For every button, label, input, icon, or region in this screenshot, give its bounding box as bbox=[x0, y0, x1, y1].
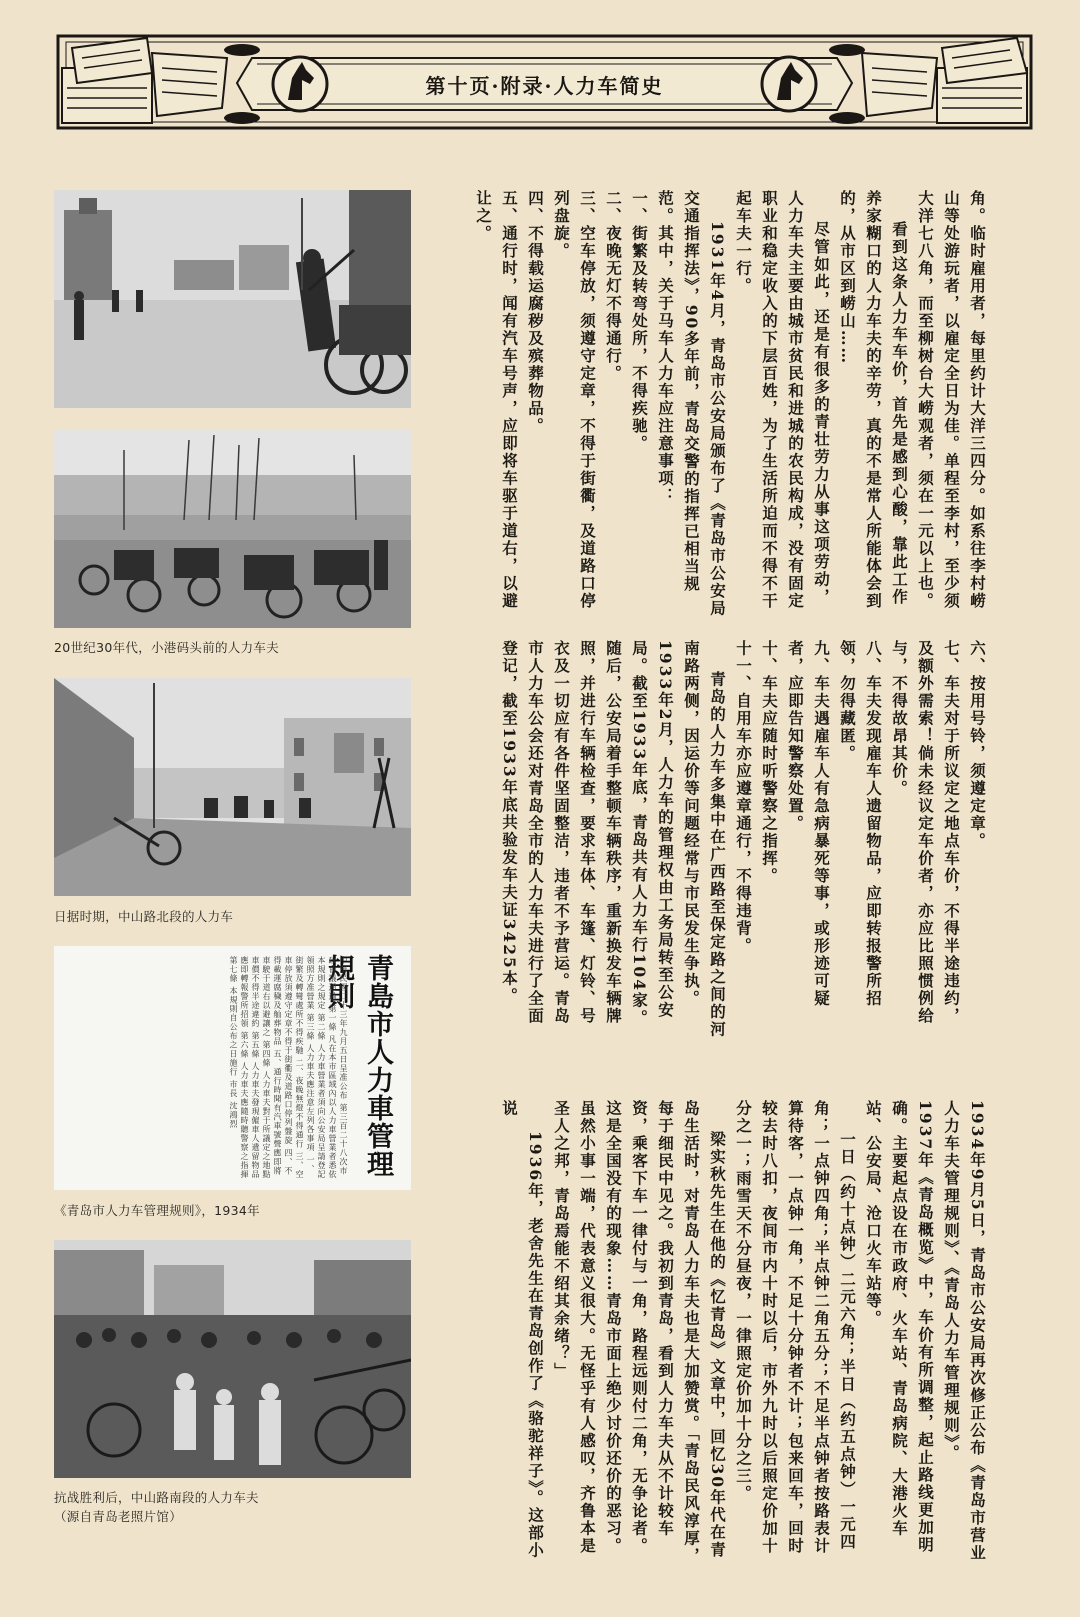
article-column-middle bbox=[440, 640, 990, 1040]
article-paragraph: 尽管如此，还是有很多的青壮劳力从事这项劳动，人力车夫主要由城市贫民和进城的农民构成，没有固定职业和稳定收入的下层百姓，为了生活所迫而不得不干起车夫一行。 bbox=[734, 190, 831, 610]
article-paragraph: 看到这条人力车车价，首先是感到心酸，靠此工作养家糊口的人力车夫的辛劳，真的不是常人所能体会到的，从市区到崂山…… bbox=[838, 190, 909, 610]
traffic-rule-item: 八、车夫发现雇车人遗留物品，应即转报警所招领，勿得藏匿。 bbox=[838, 640, 883, 1008]
rules-document-title: 青島市人力車管理規則 bbox=[323, 954, 393, 1178]
traffic-rule-item: 二、夜晚无灯不得通行。 bbox=[604, 190, 623, 383]
rules-document-caption: 《青岛市人力车管理规则》，1934年 bbox=[54, 1203, 260, 1218]
zhongshan-south-photo bbox=[54, 1240, 411, 1478]
traffic-rule-item: 一、街繁及转弯处所，不得疾驰。 bbox=[630, 190, 649, 453]
header-banner bbox=[52, 28, 1037, 138]
zhongshan-north-photo bbox=[54, 678, 411, 896]
harbor-photo bbox=[54, 430, 411, 628]
article-paragraph: 1936年，老舍先生在青岛创作了《骆驼祥子》。这部小说 bbox=[500, 1100, 545, 1560]
article-paragraph: 一日（约十点钟）二元六角；半日（约五点钟）一元四角；一点钟四角；半点钟二角五分；不足半点钟者按路表计算待客，一点钟一角，不足十分钟者不计；包来回车，回时较去时八扣，夜间市内十时以后，市外九时以后照定价加十分之一；雨雪天不分昼夜，一律照定价加十分之三。 bbox=[734, 1100, 857, 1555]
traffic-rule-item: 三、空车停放，须遵守定章，不得于街衢，及道路口停列盘旋。 bbox=[552, 190, 597, 610]
zhongshan-south-caption-line2: （源自青岛老照片馆） bbox=[54, 1509, 183, 1524]
article-paragraph: 角。临时雇用者，每里约计大洋三四分。如系往李村崂山等处游玩者，以雇定全日为佳。单程至李村，至少须大洋七八角，而至柳树台大崂观者，须在一元以上也。 bbox=[916, 190, 987, 610]
rules-document-body: 中華民國二十三年九月五日呈准公布 第三百二十八次市政會議通過 第一條 凡在本市區域內以人力車營業者悉依本規則之規定 第二條 人力車營業者須向公安局呈請登記領照方准營業 第三條 人力車夫應注意左列各事項 一、街繁及轉彎處所不得疾馳 二、夜晚無燈不得通行 三、空車停放須遵守定章不得于街衢及道路口停列盤旋 四、不得載運腐穢及舢葬物品 五、通行時聞有汽車號聲應即將車駛于道右以避讓之 第四條 人力車夫對于所議定之地點車價不得半途違約 第五條 人力車夫發現僱車人遺留物品應即轉報警所招領 第六條 人力車夫應隨時聽警察之指揮 第七條 本規則自公布之日施行 市長 沈鴻烈 bbox=[229, 956, 348, 1180]
traffic-rule-item: 十一、自用车亦应遵章通行，不得违背。 bbox=[734, 640, 753, 955]
rules-document bbox=[54, 946, 411, 1190]
street-photo bbox=[54, 190, 411, 408]
article-paragraph: 青岛的人力车多集中在广西路至保定路之间的河南路两侧，因运价等问题经常与市民发生争执。1933年2月，人力车的管理权由工务局转至公安局。截至1933年底，青岛共有人力车行104家。随后，公安局着手整顿车辆秩序，重新换发车辆牌照，并进行车辆检查，要求车体、车篷、灯铃、号衣及一切应有各件坚固整洁，违者不予营运。青岛市人力车公会还对青岛全市的人力车夫进行了全面登记，截至1933年底共验发车夫证3425本。 bbox=[500, 640, 727, 1039]
traffic-rule-item: 五、通行时，闻有汽车号声，应即将车驱于道右，以避让之。 bbox=[474, 190, 519, 610]
traffic-rule-item: 十、车夫应随时听警察之指挥。 bbox=[760, 640, 779, 885]
zhongshan-south-caption bbox=[54, 1488, 434, 1526]
traffic-rule-item: 六、按用号铃，须遵定章。 bbox=[968, 640, 987, 850]
zhongshan-south-caption-line1: 抗战胜利后，中山路南段的人力车夫 bbox=[54, 1490, 259, 1505]
page-title: 第十页·附录·人力车简史 bbox=[425, 74, 664, 98]
traffic-rule-item: 七、车夫对于所议定之地点车价，不得半途违约，及额外需索！倘未经议定车价者，亦应比照惯例给与，不得故昂其价。 bbox=[890, 640, 961, 1025]
harbor-photo-caption: 20世纪30年代，小港码头前的人力车夫 bbox=[54, 640, 280, 655]
article-column-lower bbox=[440, 1100, 990, 1570]
zhongshan-north-caption: 日据时期，中山路北段的人力车 bbox=[54, 909, 234, 924]
article-paragraph: 1931年4月，青岛市公安局颁布了《青岛市公安局交通指挥法》，90多年前，青岛交警的指挥已相当规范。其中，关于马车人力车应注意事项： bbox=[656, 190, 727, 618]
traffic-rule-item: 四、不得载运腐秽及殡葬物品。 bbox=[526, 190, 545, 435]
article-column-upper bbox=[440, 190, 990, 620]
traffic-rule-item: 九、车夫遇雇车人有急病暴死等事，或形迹可疑者，应即告知警察处置。 bbox=[786, 640, 831, 1008]
article-paragraph: 1934年9月5日，青岛市公安局再次修正公布《青岛市营业人力车夫管理规则》、《青岛人力车管理规则》。 bbox=[942, 1100, 987, 1562]
article-paragraph: 梁实秋先生在他的《忆青岛》文章中，回忆30年代在青岛生活时，对青岛人力车夫也是大加赞赏。「青岛民风淳厚，每于细民中见之。我初到青岛，看到人力车夫从不计较车资，乘客下车一律付与一角，路程远则付二角，无争论者。这是全国没有的现象……青岛市面上绝少讨价还价的恶习。虽然小事一端，代表意义很大。无怪乎有人感叹，齐鲁本是圣人之邦，青岛焉能不绍其余绪？」 bbox=[552, 1100, 727, 1565]
article-paragraph: 1937年《青岛概览》中，车价有所调整，起止路线更加明确。主要起点设在市政府、火车站、青岛病院、大港火车站、公安局、沧口火车站等。 bbox=[864, 1100, 935, 1554]
